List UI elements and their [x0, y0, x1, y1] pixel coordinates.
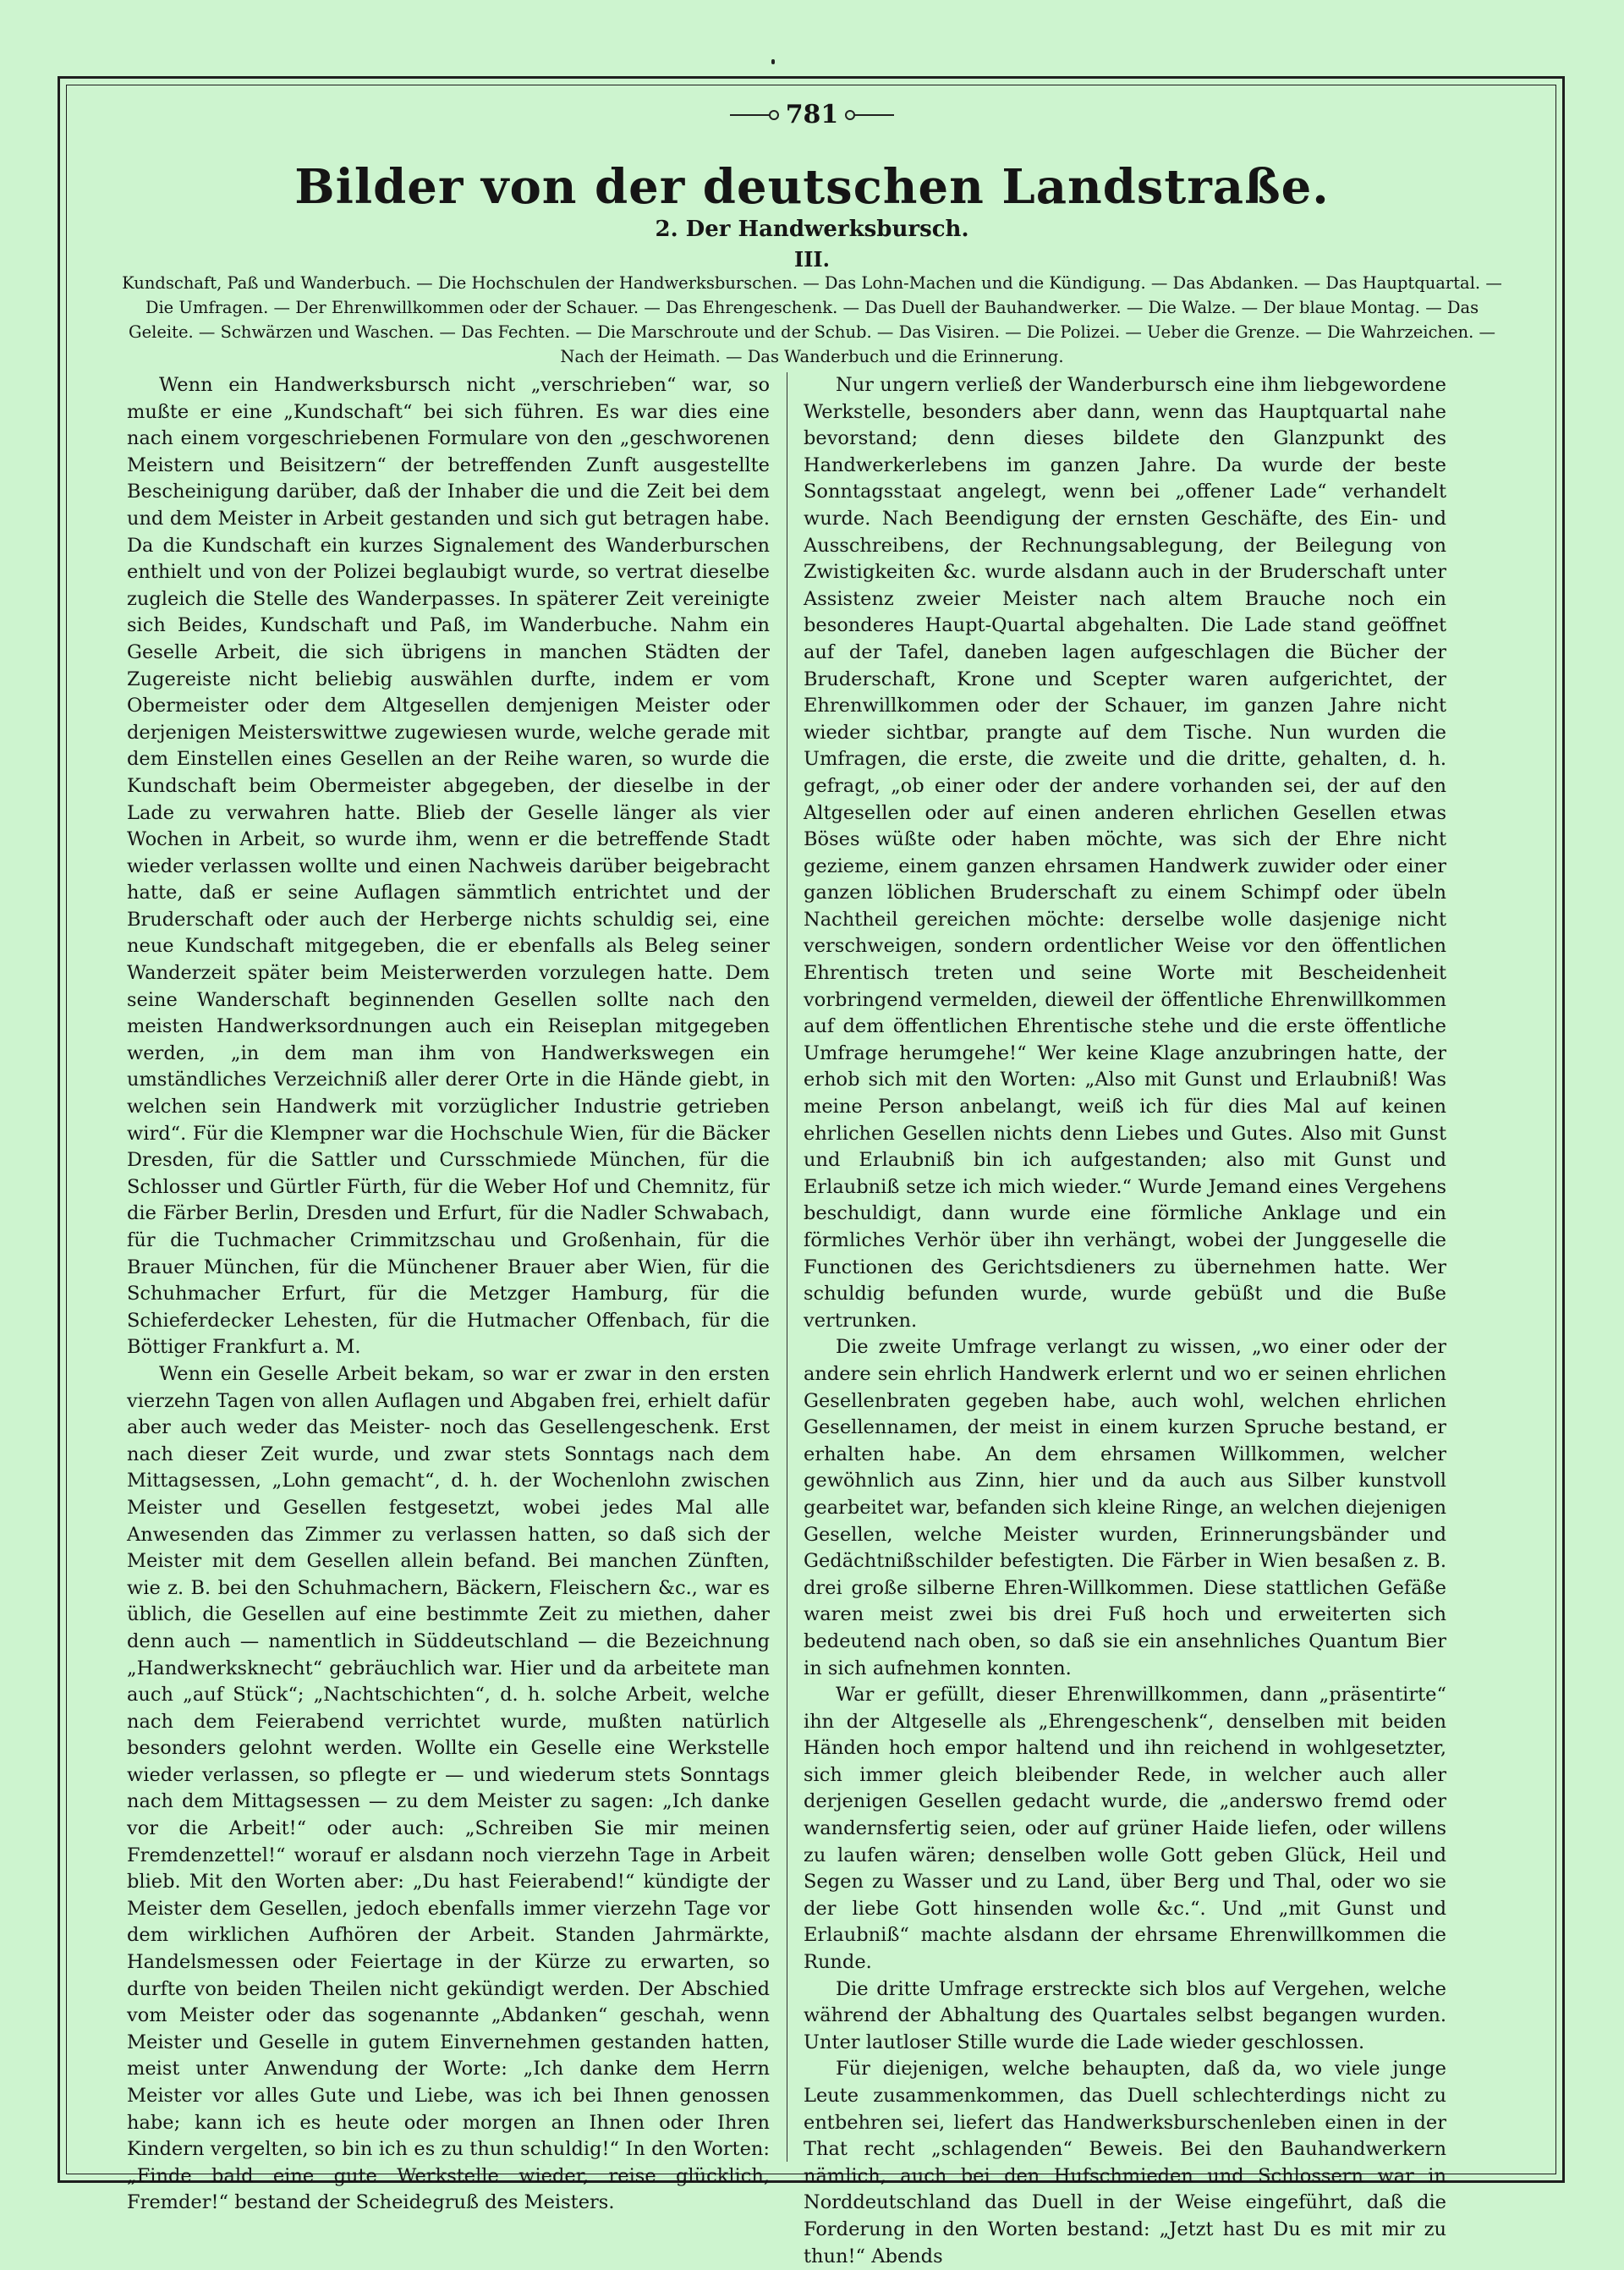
paragraph: Wenn ein Geselle Arbeit bekam, so war er zwar in den ersten vierzehn Tagen von allen Auflagen und Abgaben frei, erhielt dafür aber auch weder das Meister- noch das Gesellengeschenk. Erst nach dieser Zeit wurde, und zwar stets Sonntags nach dem Mittagsessen, „Lohn gemacht“, d. h. der Wochenlohn zwischen Meister und Gesellen festgesetzt, wobei jedes Mal alle Anwesenden das Zimmer zu verlassen hatten, so daß sich der Meister mit dem Gesellen allein befand. Bei manchen Zünften, wie z. B. bei den Schuhmachern, Bäckern, Fleischern &c., war es üblich, die Gesellen auf eine bestimmte Zeit zu miethen, daher denn auch — namentlich in Süddeutschland — die Bezeichnung „Handwerksknecht“ gebräuchlich war. Hier und da arbeitete man auch „auf Stück“; „Nachtschichten“, d. h. solche Arbeit, welche nach dem Feierabend verrichtet wurde, mußten natürlich besonders gelohnt werden. Wollte ein Geselle eine Werkstelle wieder verlassen, so pflegte er — und wiederum stets Sonntags nach dem Mittagsessen — zu dem Meister zu sagen: „Ich danke vor die Arbeit!“ oder auch: „Schreiben Sie mir meinen Fremdenzettel!“ worauf er alsdann noch vierzehn Tage in Arbeit blieb. Mit den Worten aber: „Du hast Feierabend!“ kündigte der Meister dem Gesellen, jedoch ebenfalls immer vierzehn Tage vor dem wirklichen Aufhören der Arbeit. Standen Jahrmärkte, Handelsmessen oder Feiertage in der Kürze zu erwarten, so durfte von beiden Theilen nicht gekündigt werden. Der Abschied vom Meister oder das sogenannte „Abdanken“ geschah, wenn Meister und Geselle in gutem Einvernehmen gestanden hatten, meist unter Anwendung der Worte: „Ich danke dem Herrn Meister vor alles Gute und Liebe, was ich bei Ihnen genossen habe; kann ich es heute oder morgen an Ihnen oder Ihren Kindern vergelten, so bin ich es zu thun schuldig!“ In den Worten: „Finde bald eine gute Werkstelle wieder, reise glücklich, Fremder!“ bestand der Scheidegruß des Meisters.	[127, 1362, 770, 2214]
chapter-summary: Kundschaft, Paß und Wanderbuch. — Die Hochschulen der Handwerksburschen. — Das Lohn-Machen und die Kündigung. — Das Abdanken. — Das Hauptquartal. — Die Umfragen. — Der Ehrenwillkommen oder der Schauer. — Das Ehrengeschenk. — Das Duell der Bauhandwerker. — Die Walze. — Der blaue Montag. — Das Geleite. — Schwärzen und Waschen. — Das Fechten. — Die Marschroute und der Schub. — Das Visiren. — Die Polizei. — Ueber die Grenze. — Die Wahrzeichen. — Nach der Heimath. — Das Wanderbuch und die Erinnerung.	[122, 273, 1502, 366]
paragraph: War er gefüllt, dieser Ehrenwillkommen, dann „präsentirte“ ihn der Altgeselle als „Ehrengeschenk“, denselben mit beiden Händen hoch empor haltend und ihn reichend in wohlgesetzter, sich immer gleich bleibender Rede, in welcher auch aller derjenigen Gesellen gedacht wurde, die „anderswo fremd oder wandernsfertig seien, oder auf grüner Haide liefen, oder willens zu laufen wären; denselben wolle Gott geben Glück, Heil und Segen zu Wasser und zu Land, über Berg und Thal, oder wo sie der liebe Gott hinsenden wolle &c.“. Und „mit Gunst und Erlaubniß“ machte alsdann der ehrsame Ehrenwillkommen die Runde.	[804, 1684, 1446, 1974]
page-number: 781	[785, 100, 839, 129]
right-column	[804, 372, 1446, 2267]
paragraph: Für diejenigen, welche behaupten, daß da, wo viele junge Leute zusammenkommen, das Duell schlechterdings nicht zu entbehren sei, liefert das Handwerksburschenleben einen in der That recht „schlagenden“ Beweis. Bei den Bauhandwerkern nämlich, auch bei den Hufschmieden und Schlossern war in Norddeutschland das Duell in der Weise eingeführt, daß die Forderung in den Worten bestand: „Jetzt hast Du es mit mir zu thun!“ Abends	[804, 2058, 1446, 2267]
ornament-dash-left	[730, 114, 771, 116]
paragraph: Die dritte Umfrage erstreckte sich blos auf Vergehen, welche während der Abhaltung des Quartales selbst begangen wurden. Unter lautloser Stille wurde die Lade wieder geschlossen.	[804, 1977, 1446, 2053]
print-speck	[771, 59, 775, 64]
page-number-row	[0, 100, 1624, 129]
article-part-number: III.	[793, 247, 831, 272]
article-subtitle: 2. Der Handwerksbursch.	[655, 217, 969, 242]
ornament-dash-right	[853, 114, 894, 116]
left-column	[127, 372, 770, 2214]
text-columns	[127, 372, 1497, 2267]
paragraph: Die zweite Umfrage verlangt zu wissen, „wo einer oder der andere sein ehrlich Handwerk erlernt und wo er seinen ehrlichen Gesellenbraten gegeben habe, auch wohl, welchen ehrlichen Gesellennamen, der meist in einem kurzen Spruche bestand, er erhalten habe. An dem ehrsamen Willkommen, welcher gewöhnlich aus Zinn, hier und da auch aus Silber kunstvoll gearbeitet war, befanden sich kleine Ringe, an welchen diejenigen Gesellen, welche Meister wurden, Erinnerungsbänder und Gedächtnißschilder befestigten. Die Färber in Wien besaßen z. B. drei große silberne Ehren-Willkommen. Diese stattlichen Gefäße waren meist zwei bis drei Fuß hoch und erweiterten sich bedeutend nach oben, so daß sie ein ansehnliches Quantum Bier in sich aufnehmen konnten.	[804, 1336, 1446, 1679]
paragraph: Wenn ein Handwerksbursch nicht „verschrieben“ war, so mußte er eine „Kundschaft“ bei sich führen. Es war dies eine nach einem vorgeschriebenen Formulare von den „geschworenen Meistern und Beisitzern“ der betreffenden Zunft ausgestellte Bescheinigung darüber, daß der Inhaber die und die Zeit bei dem und dem Meister in Arbeit gestanden und sich gut betragen habe. Da die Kundschaft ein kurzes Signalement des Wanderburschen enthielt und von der Polizei beglaubigt wurde, so vertrat dieselbe zugleich die Stelle des Wanderpasses. In späterer Zeit vereinigte sich Beides, Kundschaft und Paß, im Wanderbuche. Nahm ein Geselle Arbeit, die sich übrigens in manchen Städten der Zugereiste nicht beliebig auswählen durfte, indem er vom Obermeister oder dem Altgesellen demjenigen Meister oder derjenigen Meisterswittwe zugewiesen wurde, welche gerade mit dem Einstellen eines Gesellen an der Reihe waren, so wurde die Kundschaft beim Obermeister abgegeben, der dieselbe in der Lade zu verwahren hatte. Blieb der Geselle länger als vier Wochen in Arbeit, so wurde ihm, wenn er die betreffende Stadt wieder verlassen wollte und einen Nachweis darüber beigebracht hatte, daß er seine Auflagen sämmtlich entrichtet und der Bruderschaft oder auch der Herberge nichts schuldig sei, eine neue Kundschaft mitgegeben, die er ebenfalls als Beleg seiner Wanderzeit später beim Meisterwerden vorzulegen hatte. Dem seine Wanderschaft beginnenden Gesellen sollte nach den meisten Handwerksordnungen auch ein Reiseplan mitgegeben werden, „in dem man ihm von Handwerkswegen ein umständliches Verzeichniß aller derer Orte in die Hände giebt, in welchen sein Handwerk mit vorzüglicher Industrie getrieben wird“. Für die Klempner war die Hochschule Wien, für die Bäcker Dresden, für die Sattler und Cursschmiede München, für die Schlosser und Gürtler Fürth, für die Weber Hof und Chemnitz, für die Färber Berlin, Dresden und Erfurt, für die Nadler Schwabach, für die Tuchmacher Crimmitzschau und Großenhain, für die Brauer München, für die Münchener Brauer aber Wien, für die Schuhmacher Erfurt, für die Metzger Hamburg, für die Schieferdecker Lehesten, für die Hutmacher Offenbach, für die Böttiger Frankfurt a. M.	[127, 374, 770, 1359]
article-title: Bilder von der deutschen Landstraße.	[294, 159, 1330, 215]
paragraph: Nur ungern verließ der Wanderbursch eine ihm liebgewordene Werkstelle, besonders aber dann, wenn das Hauptquartal nahe bevorstand; denn dieses bildete den Glanzpunkt des Handwerkerlebens im ganzen Jahre. Da wurde der beste Sonntagsstaat angelegt, wenn bei „offener Lade“ verhandelt wurde. Nach Beendigung der ernsten Geschäfte, des Ein- und Ausschreibens, der Rechnungsablegung, der Beilegung von Zwistigkeiten &c. wurde alsdann auch in der Bruderschaft unter Assistenz zweier Meister nach altem Brauche noch ein besonderes Haupt-Quartal abgehalten. Die Lade stand geöffnet auf der Tafel, daneben lagen aufgeschlagen die Bücher der Bruderschaft, Krone und Scepter waren aufgerichtet, der Ehrenwillkommen oder der Schauer, im ganzen Jahre nicht wieder sichtbar, prangte auf dem Tische. Nun wurden die Umfragen, die erste, die zweite und die dritte, gehalten, d. h. gefragt, „ob einer oder der andere vorhanden sei, der auf den Altgesellen oder auf einen anderen ehrlichen Gesellen etwas Böses wüßte oder haben möchte, was sich der Ehre nicht gezieme, einem ganzen ehrsamen Handwerk zuwider oder einer ganzen löblichen Bruderschaft zu einem Schimpf oder übeln Nachtheil gereichen möchte: derselbe wolle dasjenige nicht verschweigen, sondern ordentlicher Weise vor den öffentlichen Ehrentisch treten und seine Worte mit Bescheidenheit vorbringend vermelden, dieweil der öffentliche Ehrenwillkommen auf dem öffentlichen Ehrentische stehe und die erste öffentliche Umfrage herumgehe!“ Wer keine Klage anzubringen hatte, der erhob sich mit den Worten: „Also mit Gunst und Erlaubniß! Was meine Person anbelangt, weiß ich für dies Mal auf keinen ehrlichen Gesellen nichts denn Liebes und Gutes. Also mit Gunst und Erlaubniß bin ich aufgestanden; also mit Gunst und Erlaubniß setze ich mich wieder.“ Wurde Jemand eines Vergehens beschuldigt, dann wurde eine förmliche Anklage und ein förmliches Verhör über ihn verhängt, wobei der Junggeselle die Functionen des Gerichtsdieners zu übernehmen hatte. Wer schuldig befunden wurde, wurde gebüßt und die Buße vertrunken.	[804, 374, 1446, 1332]
